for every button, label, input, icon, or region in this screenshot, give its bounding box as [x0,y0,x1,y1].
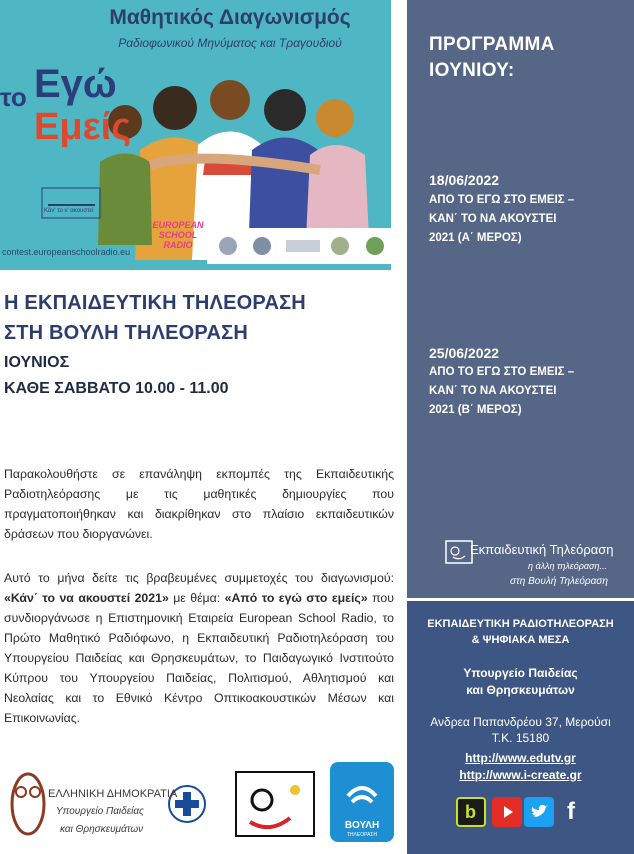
contest-text-a: Αυτό το μήνα δείτε τις βραβευμένες συμμετοχές του διαγωνισμού: [4,571,394,585]
schedule-label: ΚΑΘΕ ΣΑΒΒΑΤΟ 10.00 - 11.00 [4,380,229,397]
edutv-brand: Εκπαιδευτική Τηλεόραση [470,542,614,557]
contact-ministry-line2: και Θρησκευμάτων [466,683,575,697]
vouli-logo-sub: ΤΗΛΕΟΡΑΣΗ [346,832,378,838]
edutv-small-logo-icon [445,540,473,566]
program-title-line2: ΙΟΥΝΙΟΥ: [429,60,515,81]
banner-badge-text: Κάν' το ν' ακουστεί [44,208,94,214]
twitter-icon[interactable] [524,797,554,827]
esr-logo: EUROPEAN SCHOOL RADIO [152,220,204,250]
facebook-icon[interactable]: f [567,798,575,825]
banner-ego: Εγώ [34,62,117,106]
page-title-line1: Η ΕΚΠΑΙΔΕΥΤΙΚΗ ΤΗΛΕΟΡΑΣΗ [4,292,306,314]
intro-paragraph: Παρακολουθήστε σε επανάληψη εκπομπές της Εκπαιδευτικής Ραδιοτηλεόρασης με τις μαθητικές δημιουργίες που πραγματοποιήθηκαν και διακρίθηκαν στο πλαίσιο εκπαιδευτικών δράσεων που διοργανώνει. [4,467,394,541]
contact-org-line1: ΕΚΠΑΙΔΕΥΤΙΚΗ ΡΑΔΙΟΤΗΛΕΟΡΑΣΗ [427,618,614,630]
program-item-2-date: 25/06/2022 [429,345,500,361]
vouli-logo-text: ΒΟΥΛΗ [344,820,380,831]
program-item-1-date: 18/06/2022 [429,172,500,188]
youtube-icon[interactable] [492,797,522,827]
banner-to: το [0,82,27,112]
blog-icon[interactable]: b [456,797,486,827]
contest-text-c: με θέμα: [168,591,225,605]
icreate-link[interactable]: http://www.i-create.gr [459,768,582,782]
edutv-face-icon [236,772,314,836]
month-label: ΙΟΥΝΙΟΣ [4,354,70,371]
program-title-line1: ΠΡΟΓΡΑΜΜΑ [429,34,555,55]
program-item-1-line1: ΑΠΟ ΤΟ ΕΓΩ ΣΤΟ ΕΜΕΙΣ – [429,194,575,206]
banner-url: contest.europeanschoolradio.eu [2,247,131,257]
contact-link2-wrap [407,766,634,784]
edutv-tagline: η άλλη τηλεόραση... [528,561,607,571]
banner-title: Μαθητικός Διαγωνισμός [109,6,351,29]
contest-banner [0,0,391,270]
contact-ministry-line1: Υπουργείο Παιδείας [463,666,578,680]
program-item-1-line3: 2021 (Α΄ ΜΕΡΟΣ) [429,232,522,244]
contact-postal: Τ.Κ. 15180 [491,731,550,745]
footer-logos [0,752,400,854]
contest-paragraph [4,568,394,728]
contact-org-line2: & ΨΗΦΙΑΚΑ ΜΕΣΑ [471,634,570,646]
program-item-2-line2: ΚΑΝ΄ ΤΟ ΝΑ ΑΚΟΥΣΤΕΙ [429,385,557,397]
footer-ministry-line1: Υπουργείο Παιδείας [56,806,144,817]
contact-address: Ανδρεα Παπανδρέου 37, Μερούσι [430,715,611,729]
program-panel [407,0,634,598]
contest-text-e: που συνδιοργάνωσε η Επιστημονική Εταιρεία European School Radio, το Πρώτο Μαθητικό Ραδιόφωνο, η Εκπαιδευτική Ραδιοτηλεόραση του Υπουργείου Παιδείας και Θρησκευμάτων, το Παιδαγωγικό Ινστιτούτο Κύπρου του Υπουργείου Παιδείας, Πολιτισμού, Αθλητισμού και Νεολαίας και το Εθνικό Κέντρο Οπτικοακουστικών Μέσων και Επικοινωνίας. [4,591,394,725]
page-title-line2: ΣΤΗ ΒΟΥΛΗ ΤΗΛΕΟΡΑΣΗ [4,322,248,344]
republic-label: ΕΛΛΗΝΙΚΗ ΔΗΜΟΚΡΑΤΙΑ [48,788,178,800]
contest-theme: «Από το εγώ στο εμείς» [224,591,368,605]
banner-subtitle: Ραδιοφωνικού Μηνύματος και Τραγουδιού [118,36,342,50]
edutv-parliament: στη Βουλή Τηλεόραση [510,576,608,587]
program-item-1-line2: ΚΑΝ΄ ΤΟ ΝΑ ΑΚΟΥΣΤΕΙ [429,213,557,225]
partner-logos-graphics [0,752,400,854]
banner-emeis: Εμείς [34,106,131,148]
owl-icon [12,774,44,834]
program-item-2-line3: 2021 (Β΄ ΜΕΡΟΣ) [429,404,522,416]
footer-ministry-line2: και Θρησκευμάτων [60,824,144,835]
contact-link1-wrap [407,749,634,767]
contest-title: «Κάν΄ το να ακουστεί 2021» [4,591,169,605]
program-item-2-line1: ΑΠΟ ΤΟ ΕΓΩ ΣΤΟ ΕΜΕΙΣ – [429,366,575,378]
edutv-link[interactable]: http://www.edutv.gr [465,751,576,765]
